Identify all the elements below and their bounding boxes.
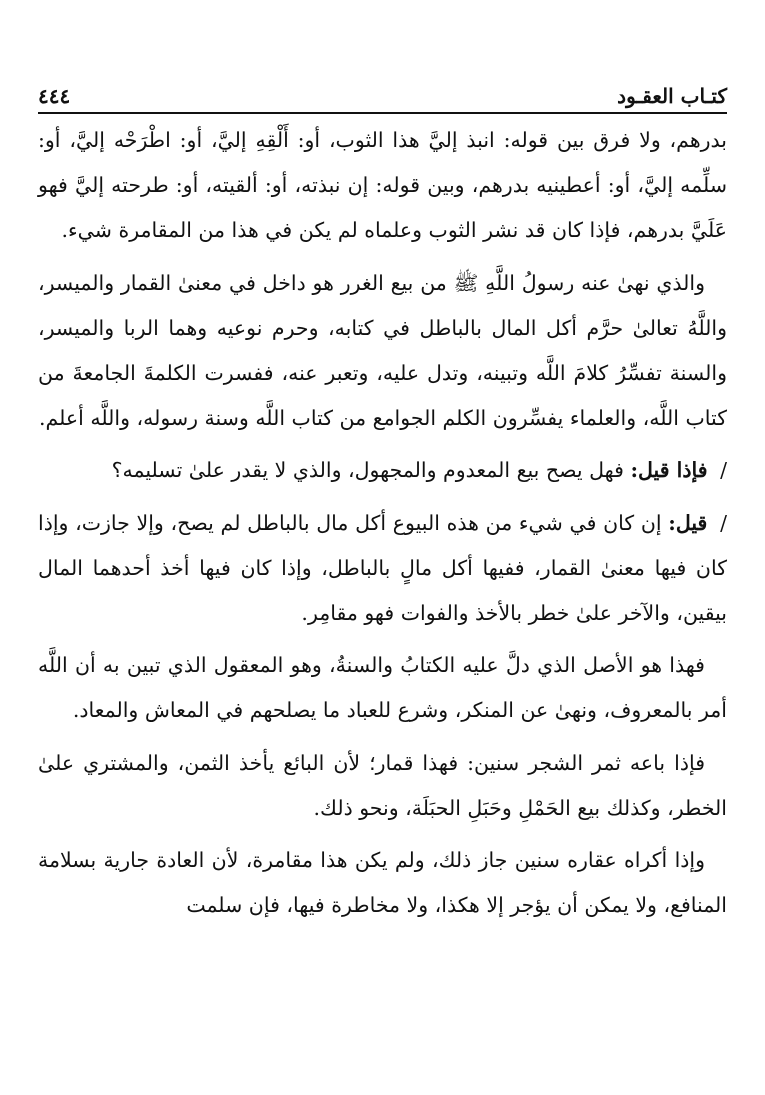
paragraph-text: إن كان في شيء من هذه البيوع أكل مال بالباطل لم يصح، وإلا جازت، وإذا كان فيها معنىٰ القمار، ففيها أكل مالٍ بالباطل، وإذا كان فيها أخذ أحدهما المال بيقين، والآخر علىٰ خطر بالأخذ والفوات فهو مقامِر. xyxy=(38,510,727,626)
paragraph xyxy=(38,448,727,493)
page-header xyxy=(38,76,727,108)
paragraph-text: والذي نهىٰ عنه رسولُ اللَّهِ ﷺ من بيع الغرر هو داخل في معنىٰ القمار والميسر، واللَّهُ تعالىٰ حرَّم أكل المال بالباطل في كتابه، وحرم نوعيه وهما الربا والميسر، والسنة تفسِّرُ كلامَ اللَّه وتبينه، وتدل عليه، وتعبر عنه، ففسرت الكلمةَ الجامعةَ من كتاب اللَّه، والعلماء يفسِّرون الكلم الجوامع من كتاب اللَّه وسنة رسوله، واللَّه أعلم. xyxy=(38,270,727,431)
page-body xyxy=(38,118,727,935)
paragraph xyxy=(38,838,727,928)
paragraph-keyword: فإذا قيل: xyxy=(630,458,708,483)
paragraph xyxy=(38,643,727,733)
paragraph xyxy=(38,118,727,254)
paragraph-marker: / xyxy=(720,510,727,535)
paragraph-text: فإذا باعه ثمر الشجر سنين: فهذا قمار؛ لأن البائع يأخذ الثمن، والمشتري علىٰ الخطر، وكذلك بيع الحَمْلِ وحَبَلِ الحبَلَة، ونحو ذلك. xyxy=(38,750,727,820)
paragraph-marker: / xyxy=(720,458,727,483)
paragraph-keyword: قيل: xyxy=(668,510,708,535)
paragraph xyxy=(38,261,727,442)
paragraph xyxy=(38,741,727,831)
book-title: كتـاب العقـود xyxy=(617,84,727,108)
paragraph-text: وإذا أكراه عقاره سنين جاز ذلك، ولم يكن هذا مقامرة، لأن العادة جارية بسلامة المنافع، ولا يمكن أن يؤجر إلا هكذا، ولا مخاطرة فيها، فإن سلمت xyxy=(38,848,727,918)
paragraph-text: بدرهم، ولا فرق بين قوله: انبذ إليَّ هذا الثوب، أو: أَلْقِهِ إليَّ، أو: اطْرَحْه إليَّ، أو: سلِّمه إليَّ، أو: أعطينيه بدرهم، وبين قوله: إن نبذته، أو: ألقيته، أو: طرحته إليَّ فهو عَلَيَّ بدرهم، فإذا كان قد نشر الثوب وعلماه لم يكن في هذا من المقامرة شيء. xyxy=(38,128,727,243)
paragraph xyxy=(38,501,727,637)
header-divider xyxy=(38,112,727,114)
page-number: ٤٤٤ xyxy=(38,84,71,108)
paragraph-text: فهل يصح بيع المعدوم والمجهول، والذي لا يقدر علىٰ تسليمه؟ xyxy=(111,458,624,483)
paragraph-text: فهذا هو الأصل الذي دلَّ عليه الكتابُ والسنةُ، وهو المعقول الذي تبين به أن اللَّه أمر بالمعروف، ونهىٰ عن المنكر، وشرع للعباد ما يصلحهم في المعاش والمعاد. xyxy=(38,653,727,723)
